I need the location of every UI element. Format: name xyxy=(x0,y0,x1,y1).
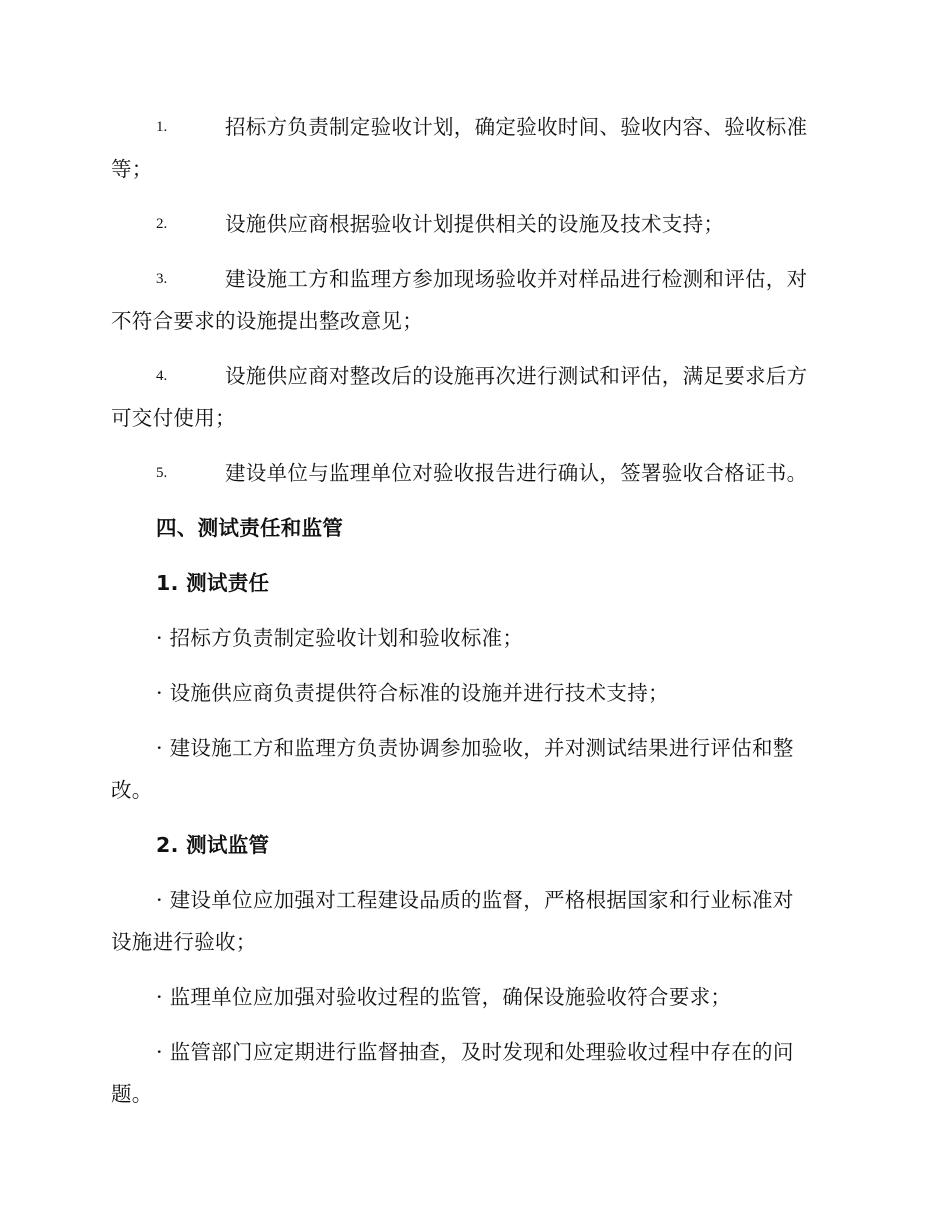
bullet-item-continued: 改。 xyxy=(111,778,153,802)
subsection-heading: 2. 测试监管 xyxy=(156,833,270,857)
item-text: 设施供应商对整改后的设施再次进行测试和评估，满足要求后方 xyxy=(225,364,808,388)
subsection-heading: 1. 测试责任 xyxy=(156,571,270,595)
item-text: 招标方负责制定验收计划，确定验收时间、验收内容、验收标准 xyxy=(225,115,808,139)
bullet-item: · 建设单位应加强对工程建设品质的监督，严格根据国家和行业标准对 xyxy=(156,888,794,912)
item-number: 2. xyxy=(156,216,168,232)
item-text: 设施供应商根据验收计划提供相关的设施及技术支持； xyxy=(225,212,725,236)
item-text-continued: 可交付使用； xyxy=(111,406,236,430)
bullet-item: · 监理单位应加强对验收过程的监管，确保设施验收符合要求； xyxy=(156,985,732,1009)
section-heading: 四、测试责任和监管 xyxy=(156,516,344,540)
bullet-item-continued: 题。 xyxy=(111,1082,153,1106)
item-text-continued: 不符合要求的设施提出整改意见； xyxy=(111,309,423,333)
bullet-item: · 设施供应商负责提供符合标准的设施并进行技术支持； xyxy=(156,681,669,705)
bullet-item: · 监管部门应定期进行监督抽查，及时发现和处理验收过程中存在的问 xyxy=(156,1040,794,1064)
bullet-item: · 招标方负责制定验收计划和验收标准； xyxy=(156,626,524,650)
bullet-item: · 建设施工方和监理方负责协调参加验收，并对测试结果进行评估和整 xyxy=(156,736,794,760)
item-text: 建设单位与监理单位对验收报告进行确认，签署验收合格证书。 xyxy=(225,461,808,485)
item-text-continued: 等； xyxy=(111,157,153,181)
item-number: 3. xyxy=(156,271,168,287)
bullet-item-continued: 设施进行验收； xyxy=(111,930,257,954)
item-text: 建设施工方和监理方参加现场验收并对样品进行检测和评估，对 xyxy=(225,267,808,291)
item-number: 4. xyxy=(156,368,168,384)
item-number: 1. xyxy=(156,119,168,135)
item-number: 5. xyxy=(156,465,168,481)
